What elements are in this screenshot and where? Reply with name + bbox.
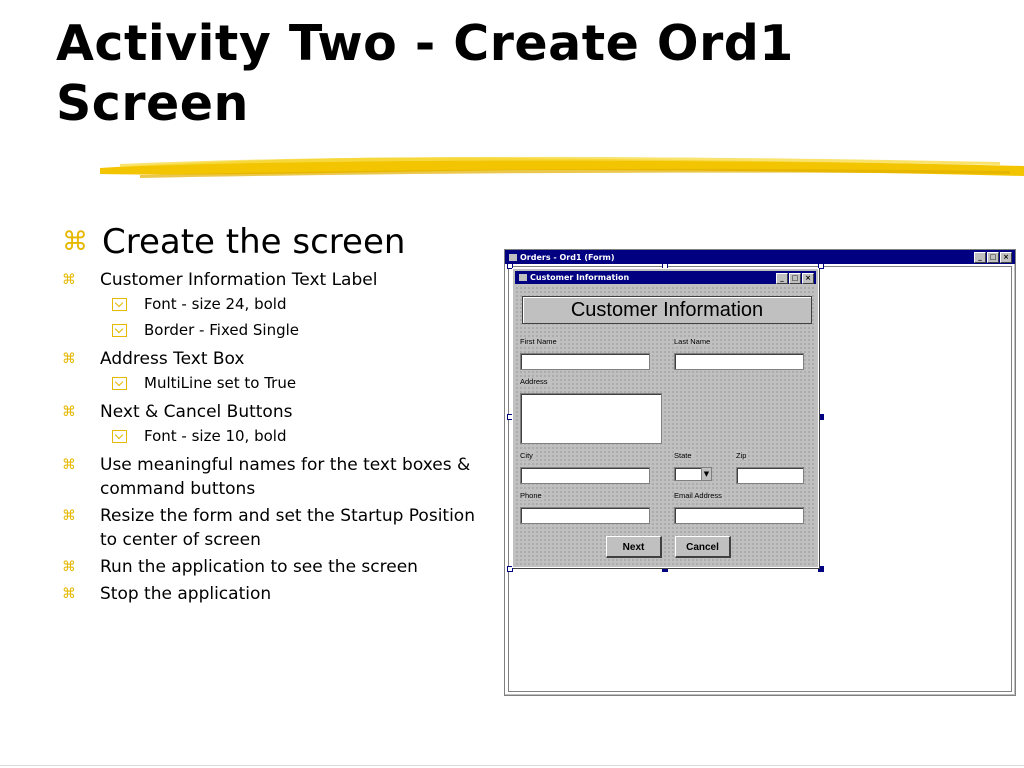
designer-title: Orders - Ord1 (Form) [520,252,615,262]
bullet-item [62,453,502,501]
designer-window-controls [974,252,1012,263]
bullet-text: Address Text Box [100,349,245,369]
command-key-icon: ⌘ [62,351,76,367]
title-brush-underline [100,150,1024,184]
slide-bottom-divider [0,765,1024,766]
maximize-button[interactable]: □ [987,252,999,263]
designer-title-bar [505,250,1015,264]
bullet-text: Run the application to see the screen [100,557,418,577]
bullet-level1 [62,220,502,264]
slide-title-line2: Screen [56,75,249,132]
checkbox-icon [112,318,144,344]
close-button[interactable]: × [802,273,814,284]
next-button[interactable]: Next [606,536,662,558]
sub-bullet-item [62,292,502,318]
email-label: Email Address [674,491,722,500]
slide-title [56,14,956,134]
close-button[interactable]: × [1000,252,1012,263]
form-window-controls [776,273,814,284]
sub-bullet-text: Font - size 10, bold [144,427,287,445]
address-textbox[interactable] [520,393,662,444]
form-icon [519,274,527,281]
sub-bullet-text: MultiLine set to True [144,374,297,392]
slide-title-line1: Activity Two - Create Ord1 [56,15,794,72]
form-title-bar [515,271,816,284]
command-key-icon: ⌘ [62,404,76,420]
bullet-item [62,400,502,424]
last-name-input[interactable] [674,353,804,370]
command-key-icon: ⌘ [62,227,88,257]
checkbox-icon [112,424,144,450]
first-name-label: First Name [520,337,557,346]
command-key-icon: ⌘ [62,559,76,575]
bullet-item [62,347,502,371]
zip-label: Zip [736,451,747,460]
sub-bullet-item [62,318,502,344]
customer-form[interactable] [512,268,819,568]
dropdown-arrow-icon[interactable]: ▼ [701,468,711,480]
sub-bullet-text: Font - size 24, bold [144,295,287,313]
phone-input[interactable] [520,507,650,524]
bullet-list [62,220,502,606]
bullet-text: Stop the application [100,584,272,604]
command-key-icon: ⌘ [62,586,76,602]
command-key-icon: ⌘ [62,272,76,288]
minimize-button[interactable]: _ [776,273,788,284]
first-name-input[interactable] [520,353,650,370]
customer-info-label[interactable]: Customer Information [522,296,812,324]
city-input[interactable] [520,467,650,484]
phone-label: Phone [520,491,542,500]
maximize-button[interactable]: □ [789,273,801,284]
form-grid [515,286,816,565]
bullet-text: Customer Information Text Label [100,270,378,290]
state-combobox[interactable] [674,467,712,481]
command-key-icon: ⌘ [62,457,76,473]
sub-bullet-item [62,424,502,450]
bullet-text: Resize the form and set the Startup Position to center of screen [100,506,475,550]
state-label: State [674,451,692,460]
address-label: Address [520,377,548,386]
checkbox-icon [112,371,144,397]
bullet-text: Use meaningful names for the text boxes & command buttons [100,455,471,499]
form-title: Customer Information [530,273,630,282]
sub-bullet-item [62,371,502,397]
bullet-level1-text: Create the screen [102,222,406,262]
cancel-button[interactable]: Cancel [675,536,731,558]
bullet-item [62,582,502,606]
zip-input[interactable] [736,467,804,484]
bullet-item [62,504,502,552]
last-name-label: Last Name [674,337,711,346]
city-label: City [520,451,533,460]
bullet-text: Next & Cancel Buttons [100,402,293,422]
email-input[interactable] [674,507,804,524]
bullet-item [62,268,502,292]
command-key-icon: ⌘ [62,508,76,524]
minimize-button[interactable]: _ [974,252,986,263]
sub-bullet-text: Border - Fixed Single [144,321,299,339]
form-icon [509,254,517,261]
checkbox-icon [112,292,144,318]
bullet-item [62,555,502,579]
